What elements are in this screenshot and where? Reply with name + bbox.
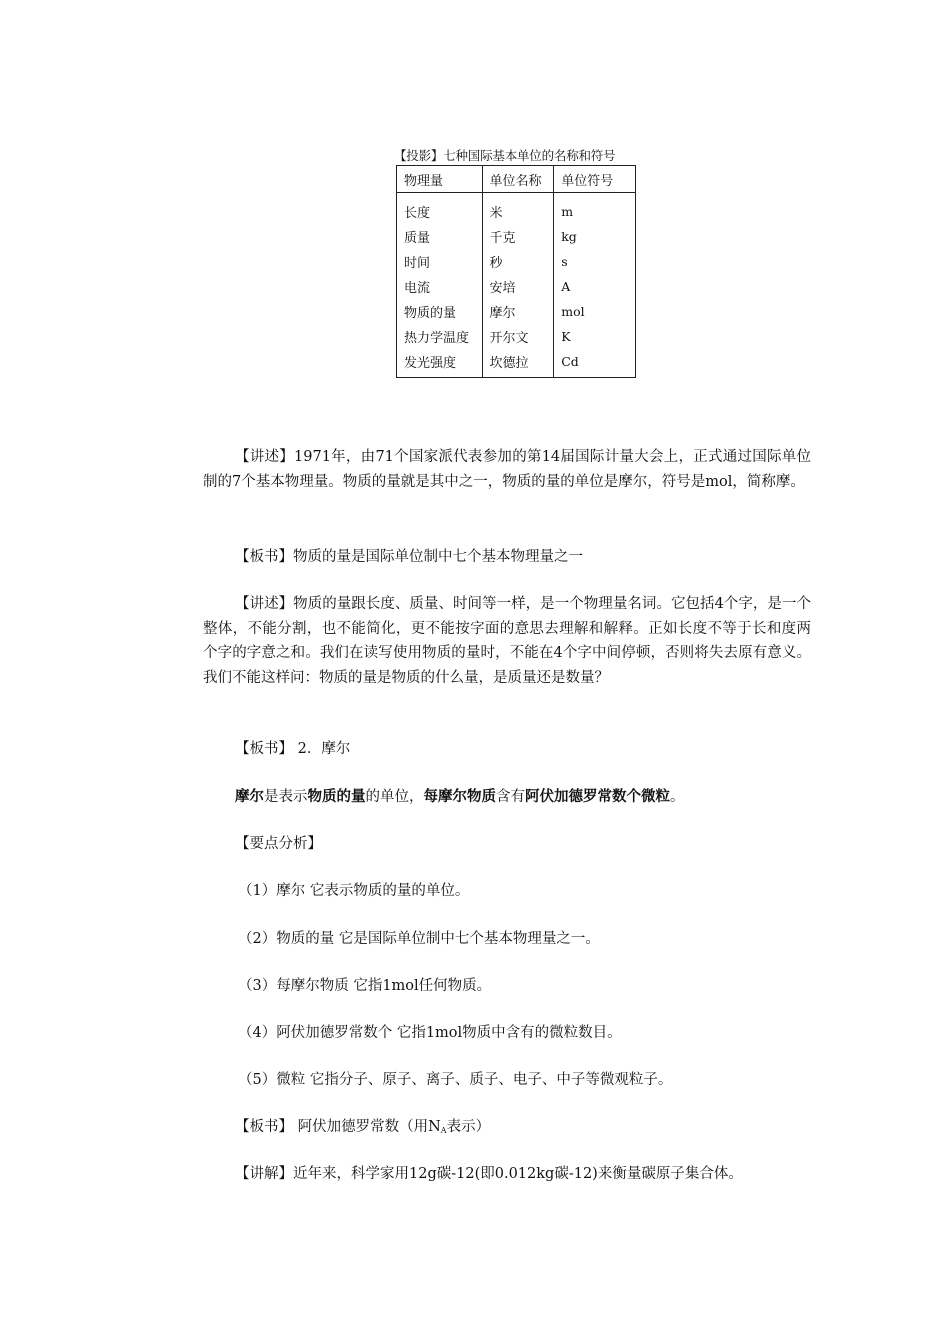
table-row <box>397 224 636 249</box>
board-note-3-tail: 表示） <box>446 1119 491 1135</box>
mole-definition <box>235 785 685 810</box>
cell-unit-symbol: Cd <box>554 349 636 378</box>
table-row <box>397 324 636 349</box>
key-point-5: （5）微粒 它指分子、原子、离子、质子、电子、中子等微观粒子。 <box>238 1072 673 1088</box>
lecture-paragraph-2: 【讲述】物质的量跟长度、质量、时间等一样，是一个物理量名词。它包括4个字，是一个整体，不能分割，也不能简化，更不能按字面的意思去理解和解释。正如长度不等于长和度两个字的字意之和。我们在读写使用物质的量时，不能在4个字中间停顿，否则将失去原有意义。我们不能这样问：物质的量是物质的什么量，是质量还是数量？ <box>203 596 811 686</box>
key-points-heading: 【要点分析】 <box>235 836 322 852</box>
cell-quantity: 质量 <box>397 224 483 249</box>
cell-quantity: 物质的量 <box>397 299 483 324</box>
key-point-3: （3）每摩尔物质 它指1mol任何物质。 <box>238 978 492 994</box>
cell-unit-symbol: A <box>554 274 636 299</box>
cell-unit-name: 开尔文 <box>482 324 554 349</box>
table-row <box>397 299 636 324</box>
key-point-1: （1）摩尔 它表示物质的量的单位。 <box>238 883 470 899</box>
header-unit-symbol: 单位符号 <box>554 166 636 193</box>
cell-unit-name: 米 <box>482 193 554 225</box>
key-point-4: （4）阿伏加德罗常数个 它指1mol物质中含有的微粒数目。 <box>238 1025 622 1041</box>
cell-unit-name: 千克 <box>482 224 554 249</box>
lecture-paragraph-1: 【讲述】1971年，由71个国家派代表参加的第14届国际计量大会上，正式通过国际单位制的7个基本物理量。物质的量就是其中之一，物质的量的单位是摩尔，符号是mol，简称摩。 <box>203 449 811 490</box>
figure-caption: 【投影】七种国际基本单位的名称和符号 <box>394 148 616 163</box>
cell-unit-symbol: kg <box>554 224 636 249</box>
units-table <box>396 165 636 378</box>
header-quantity: 物理量 <box>397 166 483 193</box>
table-row <box>397 349 636 378</box>
cell-quantity: 时间 <box>397 249 483 274</box>
cell-unit-symbol: m <box>554 193 636 225</box>
term-avogadro-particles: 阿伏加德罗常数个微粒 <box>525 788 670 805</box>
table-row <box>397 249 636 274</box>
board-note-2: 【板书】 2．摩尔 <box>235 741 351 757</box>
cell-unit-symbol: s <box>554 249 636 274</box>
cell-quantity: 电流 <box>397 274 483 299</box>
cell-unit-name: 秒 <box>482 249 554 274</box>
board-note-3-text: 【板书】 阿伏加德罗常数（用N <box>235 1119 441 1135</box>
cell-quantity: 热力学温度 <box>397 324 483 349</box>
table-row <box>397 193 636 225</box>
cell-unit-name: 坎德拉 <box>482 349 554 378</box>
subscript-a: A <box>440 1126 447 1135</box>
cell-unit-name: 安培 <box>482 274 554 299</box>
term-per-mole: 每摩尔物质 <box>423 788 496 805</box>
term-amount-of-substance: 物质的量 <box>307 788 366 805</box>
units-figure <box>396 148 646 378</box>
def-text-1: 是表示 <box>264 789 308 805</box>
def-text-2: 的单位， <box>365 789 424 805</box>
board-note-3 <box>235 1115 490 1144</box>
table-header-row <box>397 166 636 193</box>
cell-quantity: 发光强度 <box>397 349 483 378</box>
cell-unit-name: 摩尔 <box>482 299 554 324</box>
term-mole: 摩尔 <box>235 788 264 805</box>
explanation-paragraph: 【讲解】近年来，科学家用12g碳-12(即0.012kg碳-12)来衡量碳原子集合体。 <box>235 1166 743 1182</box>
header-unit-name: 单位名称 <box>482 166 554 193</box>
def-text-3: 含有 <box>496 789 525 805</box>
cell-unit-symbol: K <box>554 324 636 349</box>
def-text-4: 。 <box>670 789 685 805</box>
table-row <box>397 274 636 299</box>
key-point-2: （2）物质的量 它是国际单位制中七个基本物理量之一。 <box>238 931 600 947</box>
cell-unit-symbol: mol <box>554 299 636 324</box>
board-note-1: 【板书】物质的量是国际单位制中七个基本物理量之一 <box>235 549 583 565</box>
cell-quantity: 长度 <box>397 193 483 225</box>
